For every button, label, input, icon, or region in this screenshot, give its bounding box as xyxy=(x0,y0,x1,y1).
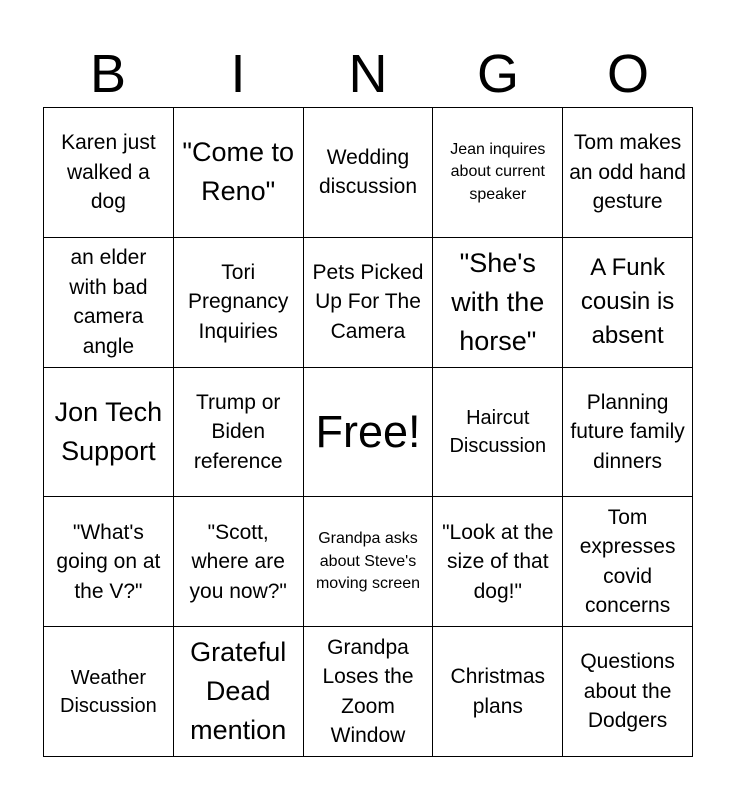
cell-text: Tom makes an odd hand gesture xyxy=(569,131,686,214)
bingo-cell[interactable] xyxy=(174,108,304,238)
cell-text: Tom expresses covid concerns xyxy=(579,505,676,618)
bingo-cell[interactable] xyxy=(563,497,693,627)
cell-text: Wedding discussion xyxy=(318,145,418,199)
header-letter-o: O xyxy=(606,44,649,104)
cell-text: Grandpa Loses the Zoom Window xyxy=(322,635,414,748)
bingo-cell[interactable] xyxy=(433,108,563,238)
header-letter-g: G xyxy=(476,44,519,104)
cell-text: Christmas plans xyxy=(450,665,546,718)
bingo-cell[interactable] xyxy=(174,497,304,627)
cell-text: "Come to Reno" xyxy=(182,137,295,207)
free-space-cell[interactable] xyxy=(304,368,434,498)
bingo-cell[interactable] xyxy=(433,238,563,368)
cell-text: Karen just walked a dog xyxy=(61,131,156,214)
bingo-cell[interactable] xyxy=(433,368,563,498)
cell-text: Pets Picked Up For The Camera xyxy=(312,260,424,343)
bingo-cell[interactable] xyxy=(44,238,174,368)
bingo-cell[interactable] xyxy=(563,238,693,368)
bingo-cell[interactable] xyxy=(563,368,693,498)
cell-text: Planning future family dinners xyxy=(570,390,685,473)
bingo-cell[interactable] xyxy=(44,108,174,238)
bingo-cell[interactable] xyxy=(304,238,434,368)
cell-text: Haircut Discussion xyxy=(449,406,547,457)
cell-text: an elder with bad camera angle xyxy=(69,246,148,358)
cell-text: "What's going on at the V?" xyxy=(56,520,161,603)
bingo-cell[interactable] xyxy=(563,108,693,238)
cell-text: Grandpa asks about Steve's moving screen xyxy=(315,530,421,593)
bingo-cell[interactable] xyxy=(174,368,304,498)
free-space-text: Free! xyxy=(315,405,421,457)
header-letter-b: B xyxy=(89,44,127,104)
bingo-cell[interactable] xyxy=(304,627,434,757)
header-letter-i: I xyxy=(230,44,246,104)
header-letter-n: N xyxy=(348,44,388,104)
bingo-cell[interactable] xyxy=(44,627,174,757)
cell-text: Questions about the Dodgers xyxy=(580,650,675,733)
bingo-cell[interactable] xyxy=(174,238,304,368)
bingo-cell[interactable] xyxy=(44,497,174,627)
bingo-board xyxy=(43,107,693,757)
cell-text: "Look at the size of that dog!" xyxy=(442,520,554,603)
cell-text: Grateful Dead mention xyxy=(190,637,287,746)
bingo-cell[interactable] xyxy=(174,627,304,757)
bingo-cell[interactable] xyxy=(304,497,434,627)
cell-text: Tori Pregnancy Inquiries xyxy=(187,260,289,343)
cell-text: Jean inquires about current speaker xyxy=(450,140,546,203)
cell-text: A Funk cousin is absent xyxy=(580,254,675,350)
cell-text: Weather Discussion xyxy=(60,666,157,717)
bingo-cell[interactable] xyxy=(433,627,563,757)
bingo-header xyxy=(43,40,693,108)
bingo-cell[interactable] xyxy=(563,627,693,757)
cell-text: "Scott, where are you now?" xyxy=(189,520,287,603)
bingo-cell[interactable] xyxy=(433,497,563,627)
cell-text: Jon Tech Support xyxy=(54,396,163,466)
cell-text: Trump or Biden reference xyxy=(193,390,283,473)
bingo-cell[interactable] xyxy=(44,368,174,498)
cell-text: "She's with the horse" xyxy=(451,247,545,356)
bingo-cell[interactable] xyxy=(304,108,434,238)
